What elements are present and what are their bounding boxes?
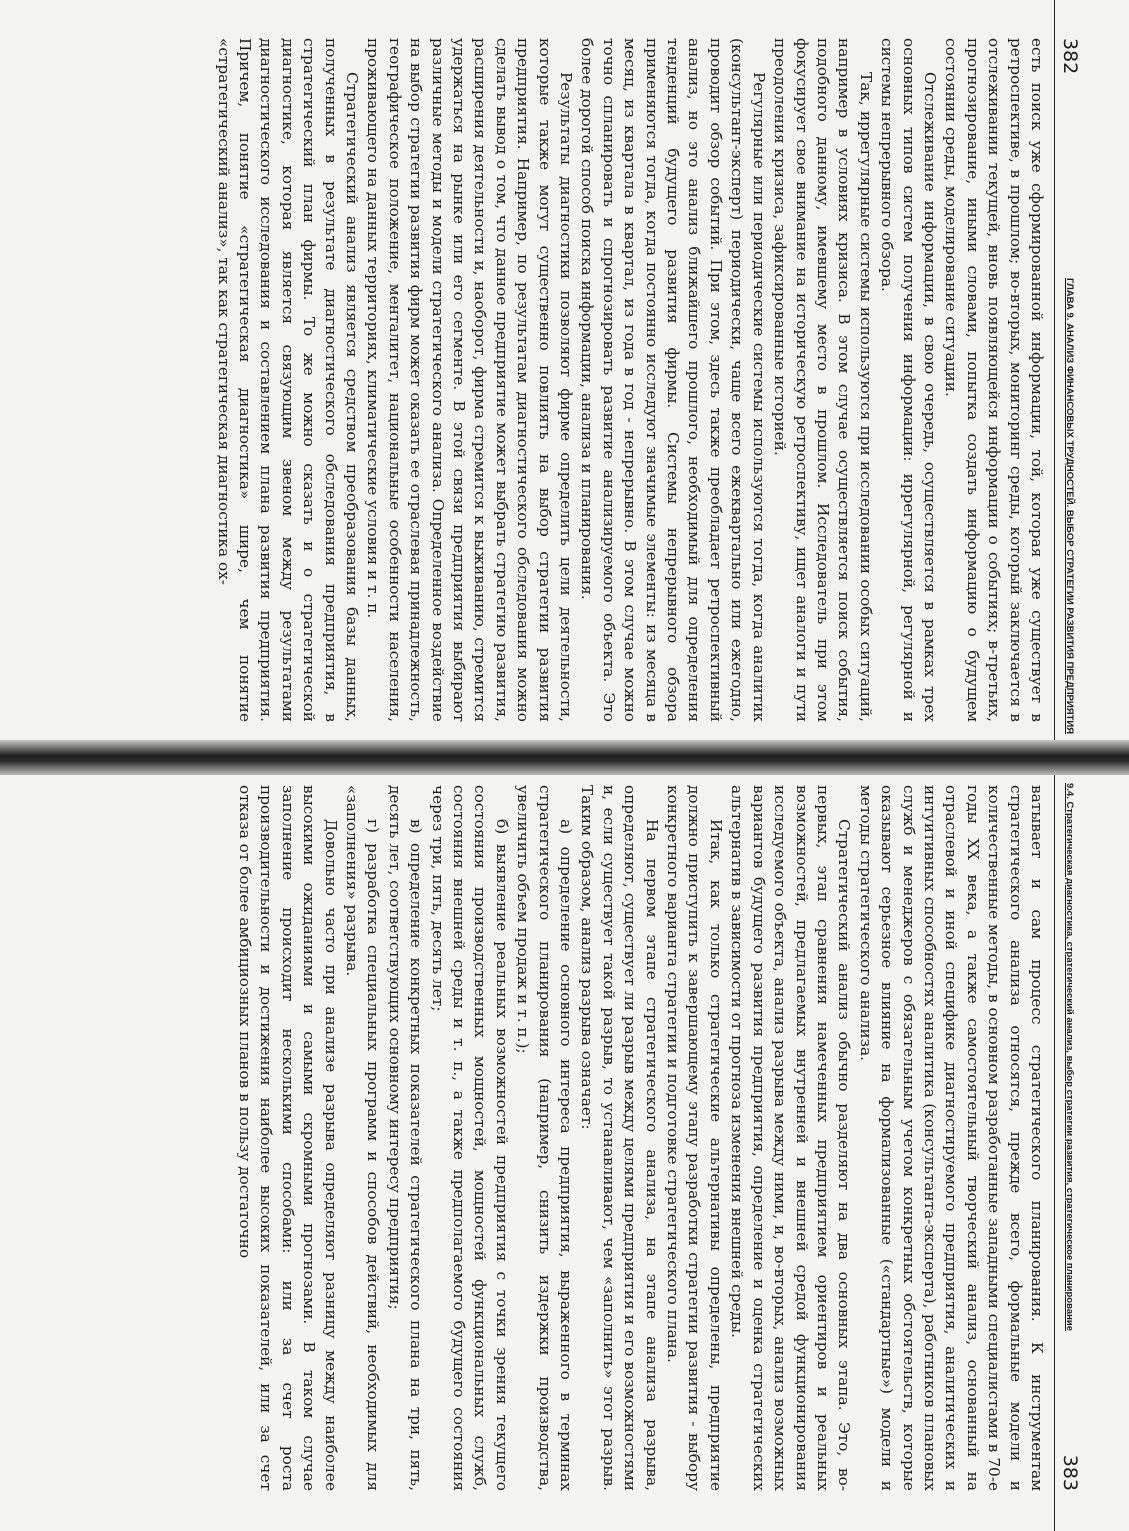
paragraph: Так, иррегулярные системы используются при исследовании особых ситуаций, например в условиях кризиса. В этом случае осуществляется поиск события, подобного данному, имевшему место в прошлом. Исследователь при этом фокусирует свое внимание на историческую ретроспективу, ищет аналоги и пути преодоления кризиса, зафиксированные историей.: [771, 38, 875, 722]
paragraph: На первом этапе стратегического анализа, на этапе анализа разрыва, определяют, существует ли разрыв между целями предприятия и его возможностями и, если существует такой разрыв, то устанавливают, чем «заполнить» этот разрыв. Таким образом, анализ разрыва означает:: [578, 785, 661, 1491]
book-gutter-shadow: [0, 740, 1129, 775]
list-item: а) определение основного интереса предприятия, выраженного в терминах стратегического планирования (например, снизить издержки производства, увеличить объем продаж и т. п.);: [514, 785, 576, 1491]
right-page-body: [234, 785, 1047, 1491]
right-page: [0, 775, 1129, 1531]
right-page-number: 383: [1059, 1454, 1081, 1491]
paragraph: Итак, как только стратегические альтернативы определены, предприятие должно приступить к завершающему этапу разработки стратегии развития - выбору конкретного варианта стратегии и подготовке стратегического плана.: [664, 785, 725, 1491]
paragraph: Стратегический анализ обычно разделяют на два основных этапа. Это, во-первых, этап сравнения намеченных предприятием ориентиров и реальных возможностей, предлагаемых внутренней и внешней средой функционирования исследуемого объекта, анализ разрыва между ними, и, во-вторых, анализ возможных вариантов будущего развития предприятия, определение и оценка стратегических альтернатив в зависимости от прогноза изменения внешней среды.: [728, 785, 854, 1491]
paragraph: Стратегический анализ является средством преобразования базы данных, полученных в результате диагностического обследования предприятия, в стратегический план фирмы. То же можно сказать и о стратегической диагностике, которая является связующим звеном между результатами диагностического исследования и составлением плана развития предприятия. Причем, понятие «стратегическая диагностика» шире, чем понятие «стратегический анализ», так как стратегическая диагностика ох-: [214, 38, 361, 722]
list-item: б) выявление реальных возможностей предприятия с точки зрения текущего состояния производственных мощностей, мощностей функциональных служб, состояния внешней среды и т. п., а также предполагаемого будущего состояния через три, пять, десять лет;: [428, 785, 511, 1491]
paragraph: ватывает и сам процесс стратегического планирования. К инструментам стратегического анализа относятся, прежде всего, формальные модели и количественные методы, в основном разработанные западными специалистами в 70-е годы XX века, а также самостоятельный творческий анализ, основанный на отраслевой и иной специфике диагностируемого предприятия, аналитических и интуитивных способностях аналитика (консультанта-эксперта), работников плановых служб и менеджеров с обязательным учетом конкретных обстоятельств, которые оказывают серьезное влияние на формализованные («стандартные») модели и методы стратегического анализа.: [856, 785, 1046, 1491]
left-page-number: 382: [1059, 38, 1081, 75]
left-page: [0, 0, 1129, 740]
paragraph: есть поиск уже сформированной информации, той, которая уже существует в ретроспективе, в прошлом; во-вторых, мониторинг среды, который заключается в отслеживании текущей, вновь появляющейся информации о событиях; в-третьих, прогнозирование, иными словами, попытка создать информацию о будущем состоянии среды, моделирование ситуации.: [942, 38, 1046, 722]
paragraph: Отслеживание информации, в свою очередь, осуществляется в рамках трех основных типов систем получения информации: иррегулярной, регулярной и системы непрерывного обзора.: [878, 38, 939, 722]
left-page-body: [212, 38, 1047, 722]
left-running-head: ГЛАВА 9. АНАЛИЗ ФИНАНСОВЫХ ТРУДНОСТЕЙ. ВЫБОР СТРАТЕГИИ РАЗВИТИЯ ПРЕДПРИЯТИЯ: [1064, 277, 1075, 734]
left-page-header: [1054, 0, 1087, 740]
right-page-header: [1054, 775, 1087, 1531]
paragraph: Регулярные или периодические системы используются тогда, когда аналитик (консультант-эксперт) периодически, чаще всего ежеквартально или ежегодно, проводит обзор событий. При этом, здесь также преобладает ретроспективный анализ, но это анализ ближайшего прошлого, необходимый для определения тенденций будущего развития фирмы. Системы непрерывного обзора применяются тогда, когда постоянно исследуют значимые элементы: из месяца в месяц, из квартала в квартал, из года в год - непрерывно. В этом случае можно точно спланировать и спрогнозировать развитие анализируемого объекта. Это более дорогой способ поиска информации, анализа и планирования.: [578, 38, 768, 722]
paragraph: Довольно часто при анализе разрыва определяют разницу между наиболее высокими ожиданиями и самыми скромными прогнозами. В таком случае заполнение происходит несколькими способами: или за счет роста производительности и достижения наиболее высоких показателей, или за счет отказа от более амбициозных планов в пользу достаточно: [235, 785, 340, 1491]
list-item: г) разработка специальных программ и способов действий, необходимых для «заполнения» разрыва.: [343, 785, 383, 1491]
list-item: в) определение конкретных показателей стратегического плана на три, пять, десять лет, соответствующих основному интересу предприятия;: [385, 785, 426, 1491]
paragraph: Результаты диагностики позволяют фирме определить цели деятельности, которые также могут существенно повлиять на выбор стратегии развития предприятия. Например, по результатам диагностического обследования можно сделать вывод о том, что данное предприятие может выбрать стратегию развития, расширения деятельности и, наоборот, фирма стремится к выживанию, стремится удержаться на рынке или его сегменте. В этой связи предприятия выбирают различные методы и модели стратегического анализа. Определенное воздействие на выбор стратегии развития фирм может оказать ее отраслевая принадлежность, географическое положение, менталитет, национальные особенности населения, проживающего на данных территориях, климатические условия и т. п.: [364, 38, 576, 722]
right-running-head: 9.4. Стратегическая диагностика, стратегический анализ, выбор стратегии развития, стратегическое планирование: [1064, 783, 1075, 1331]
